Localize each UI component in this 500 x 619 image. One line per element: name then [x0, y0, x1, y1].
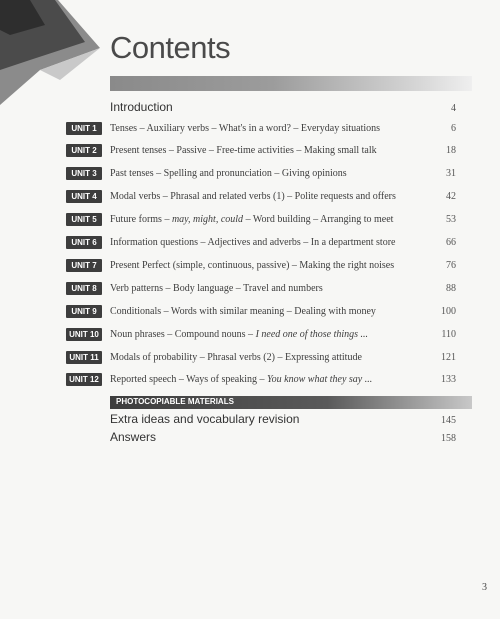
toc-unit-2[interactable] — [66, 144, 456, 158]
unit-description — [110, 306, 426, 317]
unit-description-part: You know what they say ... — [267, 374, 373, 386]
unit-description-part: Tenses – Auxiliary verbs – What's in a word? – Everyday situations — [110, 122, 381, 134]
introduction-page: 4 — [451, 103, 456, 114]
unit-page: 66 — [446, 237, 456, 248]
unit-description-part: Past tenses – Spelling and pronunciation – Giving opinions — [110, 168, 347, 180]
unit-description — [110, 123, 426, 134]
extra-ideas-label: Extra ideas and vocabulary revision — [110, 412, 300, 426]
toc-unit-10[interactable] — [66, 327, 456, 341]
toc-unit-12[interactable] — [66, 373, 456, 387]
unit-description-part: I need one of those things ... — [255, 328, 369, 340]
unit-description-part: Present tenses – Passive – Free-time activities – Making small talk — [110, 145, 377, 157]
unit-page: 76 — [446, 259, 456, 271]
unit-page: 121 — [441, 351, 456, 363]
toc-unit-11[interactable] — [66, 350, 456, 364]
unit-badge: UNIT 12 — [66, 373, 102, 386]
photocopiable-header: PHOTOCOPIABLE MATERIALS — [116, 397, 234, 406]
toc-unit-7[interactable] — [66, 258, 456, 272]
unit-page: 42 — [446, 191, 456, 203]
unit-page: 100 — [441, 305, 456, 317]
unit-description — [110, 374, 426, 385]
toc-unit-5[interactable] — [66, 213, 456, 227]
unit-badge: UNIT 9 — [66, 305, 102, 318]
unit-page: 18 — [446, 145, 456, 157]
unit-description-part: Reported speech – Ways of speaking – — [110, 374, 268, 386]
unit-badge: UNIT 7 — [66, 259, 102, 272]
unit-badge: UNIT 4 — [66, 190, 102, 203]
unit-badge: UNIT 3 — [66, 167, 102, 180]
unit-page: 31 — [446, 168, 456, 180]
unit-description — [110, 145, 426, 156]
toc-unit-9[interactable] — [66, 304, 456, 318]
extra-ideas-page: 145 — [441, 415, 456, 426]
unit-description-part: Modals of probability – Phrasal verbs (2) – Expressing attitude — [110, 351, 362, 363]
unit-description — [110, 214, 426, 225]
unit-page: 133 — [441, 374, 456, 386]
unit-badge: UNIT 5 — [66, 213, 102, 226]
unit-description-part: Information questions – Adjectives and adverbs – In a department store — [110, 237, 396, 248]
unit-description — [110, 237, 426, 248]
photocopiable-header-bar — [110, 396, 472, 409]
unit-description — [110, 283, 426, 294]
unit-page: 88 — [446, 282, 456, 294]
toc-extra-ideas[interactable] — [110, 412, 456, 426]
unit-page: 110 — [441, 328, 456, 340]
toc-unit-6[interactable] — [66, 236, 456, 250]
unit-description — [110, 329, 426, 340]
toc-unit-1[interactable] — [66, 121, 456, 135]
unit-badge: UNIT 11 — [66, 351, 102, 364]
unit-description-part: Modal verbs – Phrasal and related verbs (1) – Polite requests and offers — [110, 191, 396, 203]
unit-badge: UNIT 10 — [66, 328, 102, 341]
toc-unit-8[interactable] — [66, 281, 456, 295]
toc-answers[interactable] — [110, 430, 456, 444]
unit-description-part: Verb patterns – Body language – Travel and numbers — [110, 282, 323, 294]
page-number: 3 — [482, 582, 487, 593]
unit-description-part: may, might, could — [171, 214, 244, 226]
corner-decoration — [0, 0, 105, 110]
unit-description-part: – Word building – Arranging to meet — [243, 214, 394, 226]
unit-description-part: Conditionals – Words with similar meaning – Dealing with money — [110, 305, 376, 317]
answers-page: 158 — [441, 433, 456, 444]
page-title: Contents — [110, 30, 231, 65]
unit-badge: UNIT 8 — [66, 282, 102, 295]
toc-introduction[interactable] — [110, 100, 456, 114]
unit-description-part: Future forms – — [110, 214, 172, 226]
unit-badge: UNIT 6 — [66, 236, 102, 249]
unit-description — [110, 168, 426, 179]
title-rule — [110, 76, 472, 91]
unit-description-part: Present Perfect (simple, continuous, passive) – Making the right noises — [110, 259, 395, 271]
unit-description — [110, 260, 426, 271]
unit-page: 6 — [451, 122, 456, 134]
unit-page: 53 — [446, 214, 456, 226]
answers-label: Answers — [110, 430, 157, 444]
unit-description-part: Noun phrases – Compound nouns – — [110, 328, 256, 340]
unit-description — [110, 352, 426, 363]
unit-badge: UNIT 1 — [66, 122, 102, 135]
toc-unit-4[interactable] — [66, 190, 456, 204]
toc-unit-3[interactable] — [66, 167, 456, 181]
introduction-label: Introduction — [110, 100, 173, 114]
unit-badge: UNIT 2 — [66, 144, 102, 157]
unit-description — [110, 191, 426, 202]
